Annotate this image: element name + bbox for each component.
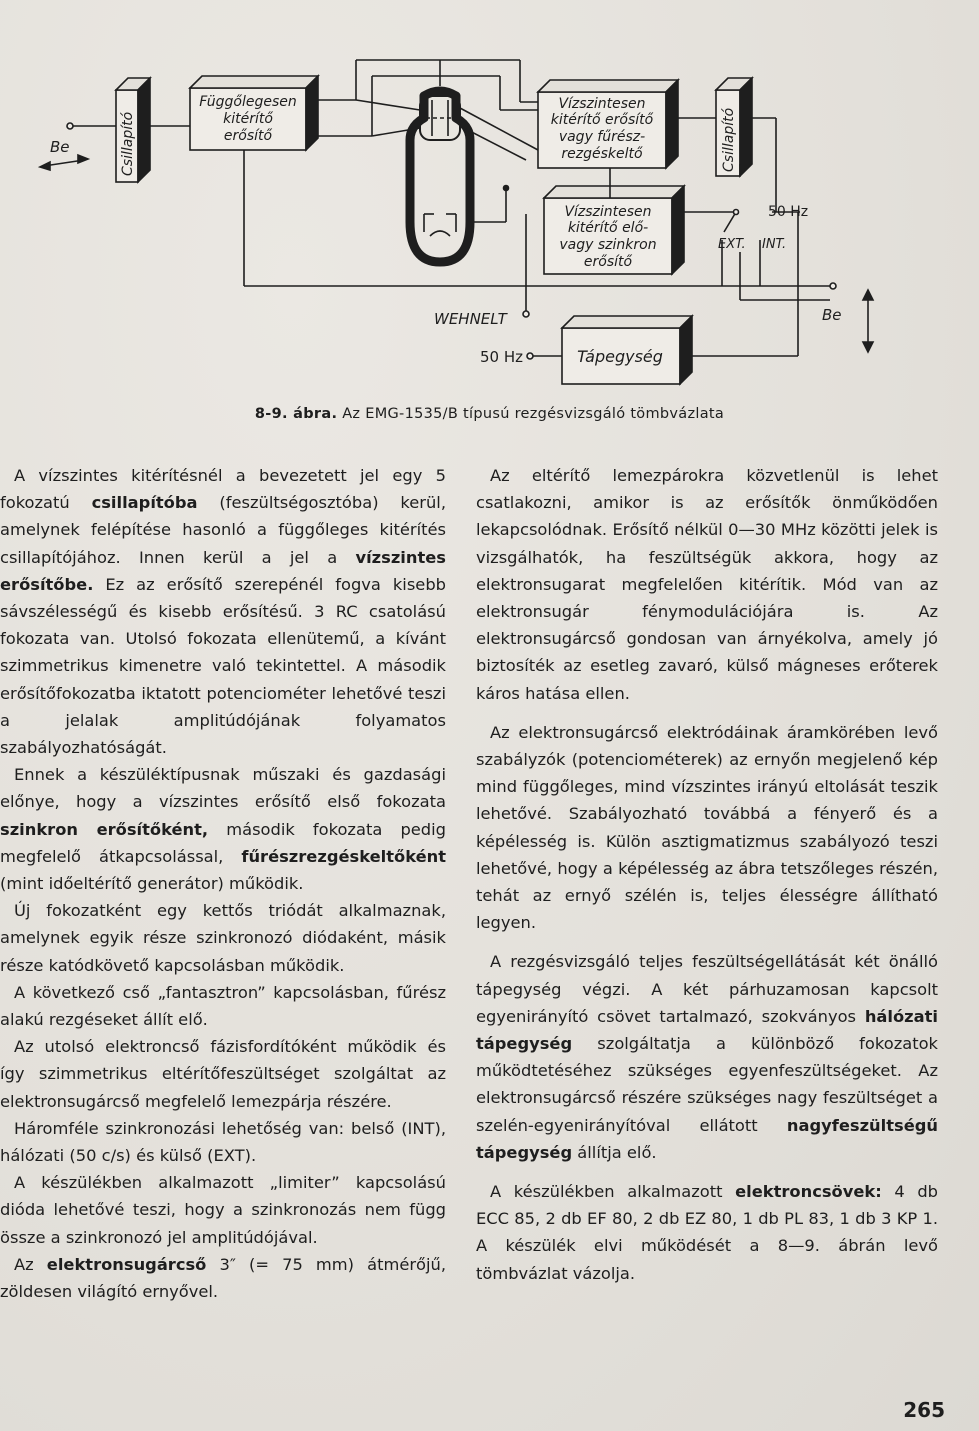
damper-left-label: Csillapító	[120, 111, 136, 176]
paragraph-r2	[476, 719, 938, 937]
text-run: A vízszintes kitérítésnél a bevezetett jel egy 5 fokozatú	[0, 466, 446, 513]
text-run: vízszintes erősítőbe.	[0, 547, 446, 594]
text-run: A készülékben alkalmazott „limiter” kapcsolású dióda lehetővé teszi, hogy a szinkronozás nem függ össze a szinkronozó jel amplitúdójával.	[0, 1173, 446, 1247]
horizontal-amp-label-2: kitérítő erősítő	[550, 112, 654, 128]
be-right-label: Be	[822, 306, 842, 324]
paragraph-p3	[0, 897, 446, 979]
be-right-arrow	[863, 290, 873, 352]
vertical-amp-label-1: Függőlegesen	[199, 94, 297, 110]
paragraph-p4	[0, 979, 446, 1033]
text-run: Ennek a készüléktípusnak műszaki és gazdasági előnye, hogy a vízszintes erősítő első fokozata	[0, 765, 446, 812]
horizontal-pre-label-4: erősítő	[583, 254, 633, 270]
paragraph-p1	[0, 462, 446, 761]
figure-caption-text: Az EMG-1535/B típusú rezgésvizsgáló tömbvázlata	[342, 406, 725, 422]
text-run: hálózati tápegység	[476, 1006, 938, 1054]
figure-caption	[0, 406, 979, 422]
horizontal-amp-label-4: rezgéskeltő	[561, 146, 643, 162]
vertical-amp-label-2: kitérítő	[223, 111, 273, 127]
text-run: nagyfeszültségű tápegység	[476, 1115, 938, 1162]
text-run: második fokozata pedig megfelelő átkapcsolással,	[0, 819, 446, 866]
paragraph-p5	[0, 1033, 446, 1115]
paragraph-p7	[0, 1169, 446, 1251]
horizontal-pre-label-3: vagy szinkron	[559, 237, 657, 253]
text-run: Az	[14, 1254, 47, 1274]
horizontal-pre-label-2: kitérítő elő-	[567, 220, 649, 236]
power-supply-label: Tápegység	[577, 347, 663, 366]
text-run: A következő cső „fantasztron” kapcsolásban, fűrész alakú rezgéseket állít elő.	[0, 982, 446, 1030]
text-run: elektroncsövek:	[735, 1182, 882, 1202]
damper-right-label: Csillapító	[721, 107, 737, 172]
text-run: (mint időeltérítő generátor) működik.	[0, 874, 304, 894]
text-run: szinkron erősítőként,	[0, 819, 209, 839]
text-run: elektronsugárcső	[46, 1254, 207, 1274]
be-left-label: Be	[50, 138, 70, 156]
paragraph-p2	[0, 761, 446, 897]
paragraph-p6	[0, 1115, 446, 1169]
text-run: A készülékben alkalmazott	[490, 1182, 736, 1202]
text-run: csillapítóba	[91, 493, 198, 513]
wehnelt-label: WEHNELT	[434, 310, 507, 328]
text-run: Ez az erősítő szerepénél fogva kisebb sávszélességű és kisebb erősítésű. 3 RC csatolású fokozata van. Utolsó fokozata ellenütemű, a kívánt szimmetrikus kimenetre való tekintettel. A második erősítőfokozatba iktatott potenciométer lehetővé teszi a jelalak amplitúdójának folyamatos szabályozhatóságát.	[0, 574, 446, 758]
horizontal-amp-label-3: vagy fűrész-	[558, 129, 646, 145]
hz50-top-label: 50 Hz	[768, 204, 809, 220]
vertical-amp-label-3: erősítő	[223, 128, 273, 144]
be-left-arrow	[40, 155, 88, 170]
hz50-power-label: 50 Hz	[480, 348, 524, 366]
int-label: INT.	[762, 237, 787, 252]
block-diagram	[0, 0, 979, 400]
ext-label: EXT.	[718, 237, 746, 252]
page-number: 265	[903, 1398, 945, 1422]
text-run: szolgáltatja a különböző fokozatok működtetéséhez szükséges egyenfeszültségeket. Az elektronsugárcső részére szükséges nagy feszültséget a szelén-egyenirányítóval ellátott	[476, 1034, 938, 1135]
figure-number: 8-9. ábra.	[254, 406, 338, 422]
left-column	[0, 462, 446, 1305]
right-column	[476, 462, 938, 1287]
text-run: Új fokozatként egy kettős triódát alkalmaznak, amelynek egyik része szinkronozó diódaként, másik része katódkövető kapcsolásban működik.	[0, 901, 446, 975]
paragraph-r3	[476, 948, 938, 1166]
text-run: Az elektronsugárcső elektródáinak áramkörében levő szabályzók (potenciométerek) az ernyőn megjelenő kép mind függőleges, mind vízszintes irányú eltolását teszik lehetővé. Szabályozható továbbá a fényerő és a képélesség is. Külön asztigmatizmus szabályozó teszi lehetővé, hogy a képélesség az ábra tetszőleges részén, tehát az ernyő szélén is, teljes élességre állítható legyen.	[476, 722, 938, 933]
paragraph-r1	[476, 462, 938, 707]
text-run: 4 db ECC 85, 2 db EF 80, 2 db EZ 80, 1 db PL 83, 1 db 3 KP 1. A készülék elvi működését a 8—9. ábrán levő tömbvázlat vázolja.	[476, 1182, 938, 1283]
text-run: Az eltérítő lemezpárokra közvetlenül is lehet csatlakozni, amikor is az erősítők önműködően lekapcsolódnak. Erősítő nélkül 0—30 MHz közötti jelek is vizsgálhatók, ha feszültségük akkora, hogy az elektronsugarat megfelelően kitérítik. Mód van az elektronsugár fénymodulációjára is. Az elektronsugárcső gondosan van árnyékolva, amely jó biztosíték az esetleg zavaró, külső mágneses erőterek káros hatása ellen.	[476, 466, 938, 703]
paragraph-r4	[476, 1178, 938, 1287]
text-run: 3″ (= 75 mm) átmérőjű, zöldesen világító ernyővel.	[0, 1254, 447, 1302]
text-run: állítja elő.	[572, 1142, 657, 1162]
horizontal-amp-label-1: Vízszintesen	[558, 96, 646, 112]
text-run: fűrészrezgéskeltőként	[241, 846, 446, 866]
text-run: Háromféle szinkronozási lehetőség van: belső (INT), hálózati (50 c/s) és külső (EXT).	[0, 1118, 446, 1166]
text-run: Az utolsó elektroncső fázisfordítóként működik és így szimmetrikus eltérítőfeszültséget szolgáltat az elektronsugárcső megfelelő lemezpárja részére.	[0, 1037, 446, 1111]
text-run: A rezgésvizsgáló teljes feszültségellátását két önálló tápegység végzi. A két párhuzamosan kapcsolt egyenirányító csövet tartalmazó, szokványos	[476, 952, 938, 1026]
horizontal-pre-label-1: Vízszintesen	[564, 204, 652, 220]
paragraph-p8	[0, 1251, 446, 1305]
crt-tube-symbol	[410, 91, 470, 262]
text-run: (feszültségosztóba) kerül, amelynek felépítése hasonló a függőleges kitérítés csillapítójához. Innen kerül a jel a	[0, 493, 446, 567]
